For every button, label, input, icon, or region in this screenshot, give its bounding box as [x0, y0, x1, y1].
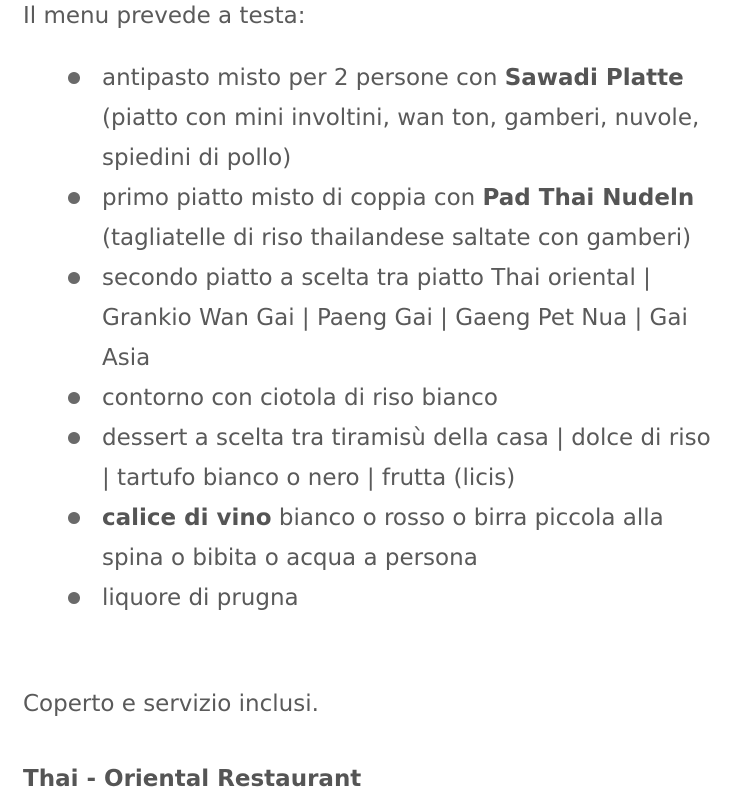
menu-item-text — [102, 65, 699, 171]
menu-item-text — [102, 585, 299, 611]
menu-item-segment: contorno con ciotola di riso bianco — [102, 385, 498, 411]
menu-item-segment: (tagliatelle di riso thailandese saltate con gamberi) — [102, 225, 692, 251]
menu-item-segment: primo piatto misto di coppia con — [102, 185, 483, 211]
bullet-icon — [68, 432, 80, 444]
bullet-icon — [68, 512, 80, 524]
menu-item-highlight: calice di vino — [102, 505, 272, 531]
menu-item — [0, 498, 750, 578]
cover-service-note: Coperto e servizio inclusi. — [23, 691, 319, 717]
menu-item — [0, 418, 750, 498]
menu-item-segment: dessert a scelta tra tiramisù della casa | dolce di riso | tartufo bianco o nero | frutta (licis) — [102, 425, 711, 491]
menu-intro: Il menu prevede a testa: — [23, 3, 306, 29]
bullet-icon — [68, 72, 80, 84]
menu-item-segment: (piatto con mini involtini, wan ton, gamberi, nuvole, spiedini di pollo) — [102, 105, 700, 171]
menu-item-highlight: Sawadi Platte — [504, 65, 684, 91]
menu-item — [0, 178, 750, 258]
menu-item-text — [102, 185, 694, 251]
menu-item-text — [102, 265, 688, 371]
menu-list — [0, 58, 750, 618]
bullet-icon — [68, 192, 80, 204]
restaurant-name: Thai - Oriental Restaurant — [23, 766, 362, 792]
menu-item — [0, 58, 750, 178]
menu-item-segment: secondo piatto a scelta tra piatto Thai oriental | Grankio Wan Gai | Paeng Gai | Gaeng Pet Nua | Gai Asia — [102, 265, 688, 371]
menu-item-text — [102, 505, 664, 571]
menu-item-text — [102, 385, 498, 411]
bullet-icon — [68, 392, 80, 404]
menu-item — [0, 378, 750, 418]
menu-item — [0, 578, 750, 618]
menu-item-segment: bianco o rosso o birra piccola alla spina o bibita o acqua a persona — [102, 505, 664, 571]
bullet-icon — [68, 592, 80, 604]
menu-item-highlight: Pad Thai Nudeln — [482, 185, 695, 211]
menu-item-text — [102, 425, 711, 491]
menu-item — [0, 258, 750, 378]
bullet-icon — [68, 272, 80, 284]
menu-item-segment: liquore di prugna — [102, 585, 299, 611]
menu-item-segment: antipasto misto per 2 persone con — [102, 65, 505, 91]
